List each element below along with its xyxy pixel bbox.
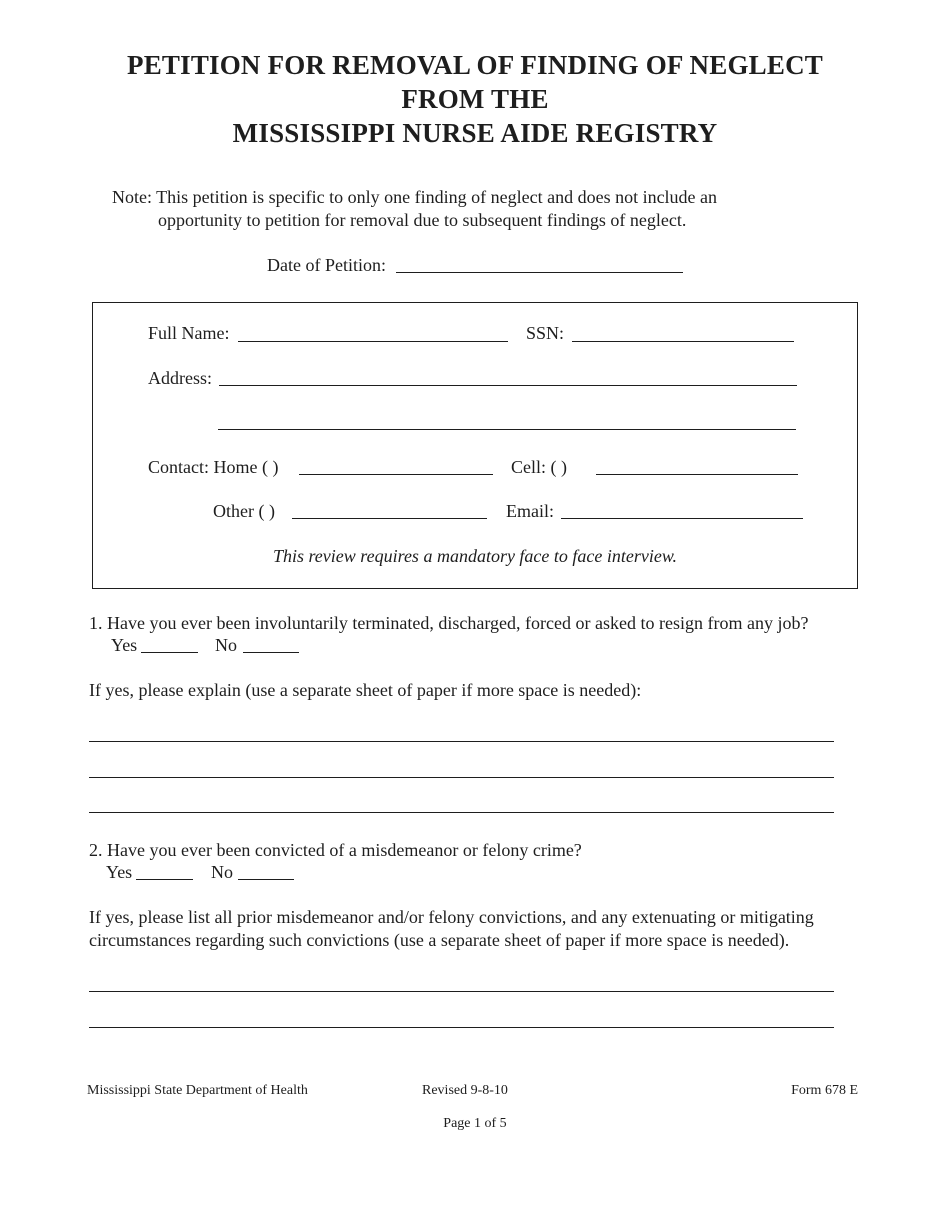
q2-explain-prompt-line-2: circumstances regarding such convictions (use a separate sheet of paper if more space is needed). — [89, 930, 790, 950]
cell-phone-field[interactable] — [596, 474, 798, 475]
title-line-3: MISSISSIPPI NURSE AIDE REGISTRY — [232, 118, 718, 148]
other-phone-label: Other ( ) — [213, 501, 275, 521]
home-phone-field[interactable] — [299, 474, 493, 475]
other-phone-field[interactable] — [292, 518, 487, 519]
full-name-field[interactable] — [238, 341, 508, 342]
q2-question: 2. Have you ever been convicted of a misdemeanor or felony crime? — [89, 840, 582, 860]
q2-explain-prompt-line-1: If yes, please list all prior misdemeanor and/or felony convictions, and any extenuating or mitigating — [89, 907, 814, 927]
q2-no-label: No — [211, 862, 233, 882]
email-label: Email: — [506, 501, 554, 521]
q1-explanation-line-1[interactable] — [89, 741, 834, 742]
q1-question: 1. Have you ever been involuntarily terminated, discharged, forced or asked to resign from any job? — [89, 613, 809, 633]
note-line-1: Note: This petition is specific to only one finding of neglect and does not include an — [112, 187, 718, 207]
q1-no-label: No — [215, 635, 237, 655]
address-field-line-2[interactable] — [218, 429, 796, 430]
full-name-label: Full Name: — [148, 323, 230, 343]
q2-yes-label: Yes — [106, 862, 133, 882]
q1-explain-prompt: If yes, please explain (use a separate sheet of paper if more space is needed): — [89, 680, 642, 700]
ssn-label: SSN: — [526, 323, 565, 343]
ssn-field[interactable] — [572, 341, 794, 342]
address-label: Address: — [148, 368, 212, 388]
page-title — [0, 48, 950, 150]
date-of-petition-field[interactable] — [396, 272, 683, 273]
title-line-2: FROM THE — [401, 84, 549, 114]
footer-department: Mississippi State Department of Health — [87, 1083, 308, 1098]
address-field-line-1[interactable] — [219, 385, 797, 386]
q1-yes-field[interactable] — [141, 652, 198, 653]
q2-no-field[interactable] — [238, 879, 294, 880]
title-line-1: PETITION FOR REMOVAL OF FINDING OF NEGLECT — [127, 50, 823, 80]
contact-home-label: Contact: Home ( ) — [148, 457, 279, 477]
q2-explanation-line-2[interactable] — [89, 1027, 834, 1028]
footer-revised: Revised 9-8-10 — [422, 1083, 508, 1098]
q1-no-field[interactable] — [243, 652, 299, 653]
q1-explanation-line-3[interactable] — [89, 812, 834, 813]
q2-explanation-line-1[interactable] — [89, 991, 834, 992]
footer-form-number: Form 678 E — [791, 1083, 858, 1098]
email-field[interactable] — [561, 518, 803, 519]
q2-yes-field[interactable] — [136, 879, 193, 880]
interview-note: This review requires a mandatory face to face interview. — [272, 546, 678, 566]
cell-label: Cell: ( ) — [511, 457, 567, 477]
date-of-petition-label: Date of Petition: — [267, 255, 386, 275]
q1-yes-label: Yes — [111, 635, 138, 655]
note-line-2: opportunity to petition for removal due to subsequent findings of neglect. — [158, 210, 687, 230]
footer-page-number: Page 1 of 5 — [443, 1116, 507, 1131]
q1-explanation-line-2[interactable] — [89, 777, 834, 778]
